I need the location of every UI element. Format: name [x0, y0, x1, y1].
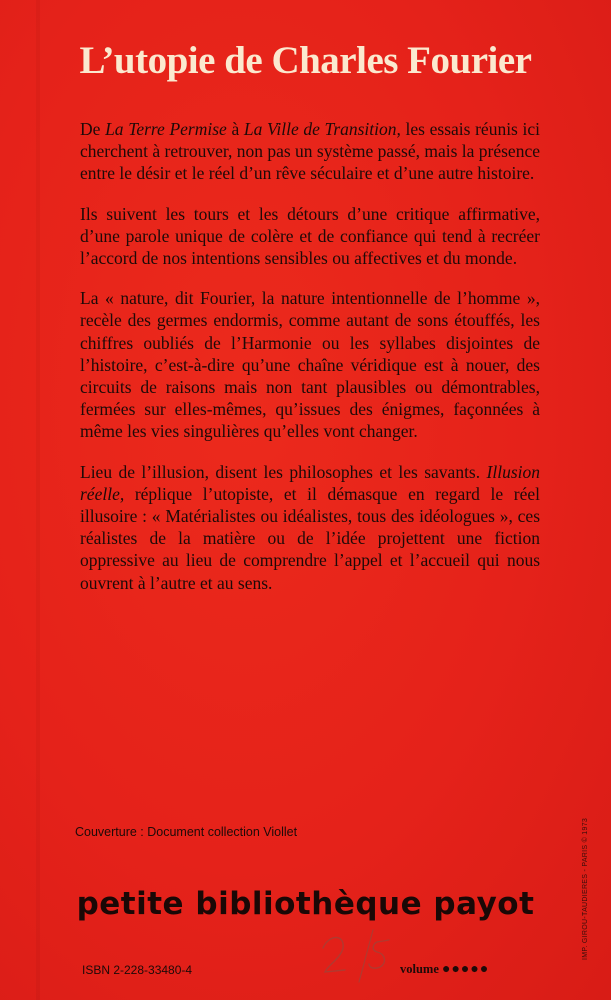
blurb-paragraph: [80, 203, 540, 270]
text-run: réplique l’utopiste, et il démasque en regard le réel illusoire : « Matérialistes ou idéalistes, tous des idéologues », ces réalistes de la matière ou de l’idée projettent une fiction oppressive au lieu de comprendre l’appel et l’accueil qui nous ouvrent à l’autre et au sens.: [80, 483, 540, 593]
blurb-paragraph: [80, 118, 540, 185]
cover-credit: Couverture : Document collection Viollet: [75, 825, 298, 839]
text-run: De: [80, 119, 106, 139]
pencil-mark: [315, 920, 395, 990]
text-run: Lieu de l’illusion, disent les philosophes et les savants.: [80, 461, 487, 482]
text-run: Ils suivent les tours et les détours d’une critique affirmative, d’une parole unique de colère et de confiance qui tend à recréer l’accord de nos intentions sensibles ou affectives et du monde.: [80, 203, 540, 269]
volume-indicator: [400, 962, 489, 978]
volume-label: volume: [400, 962, 439, 976]
italic-phrase: Illusion réelle,: [80, 461, 540, 504]
blurb-paragraph: [80, 287, 540, 442]
text-run: à: [226, 119, 244, 139]
blurb-paragraph: [80, 461, 540, 594]
text-run: les essais réunis ici cherchent à retrouver, non pas un système passé, mais la présence entre le désir et le réel d’un rêve séculaire et d’une autre histoire.: [80, 119, 541, 184]
series-name: petite bibliothèque payot: [76, 886, 535, 922]
italic-phrase: La Ville de Transition,: [243, 119, 401, 139]
text-run: La « nature, dit Fourier, la nature intentionnelle de l’homme », recèle des germes endormis, comme autant de sons étouffés, les chiffres oubliés de l’Harmonie ou les syllabes disjointes de l’histoire, c’est-à-dire qu’une chaîne véridique est à nouer, des circuits de raisons mais non tant plausibles ou démontrables, fermées sur elles-mêmes, qu’issues des énigmes, façonnées à même les vies singulières qu’elles vont changer.: [80, 288, 540, 442]
printer-imprint: IMP. GIROU-TAUDIERES - PARIS © 1973: [582, 817, 589, 960]
volume-dots: ●●●●●: [442, 962, 490, 977]
italic-phrase: La Terre Permise: [105, 119, 227, 139]
book-title: L’utopie de Charles Fourier: [79, 39, 532, 82]
isbn-number: ISBN 2-228-33480-4: [82, 963, 193, 977]
blurb-text: [80, 118, 540, 612]
fold-line: [36, 0, 40, 1000]
